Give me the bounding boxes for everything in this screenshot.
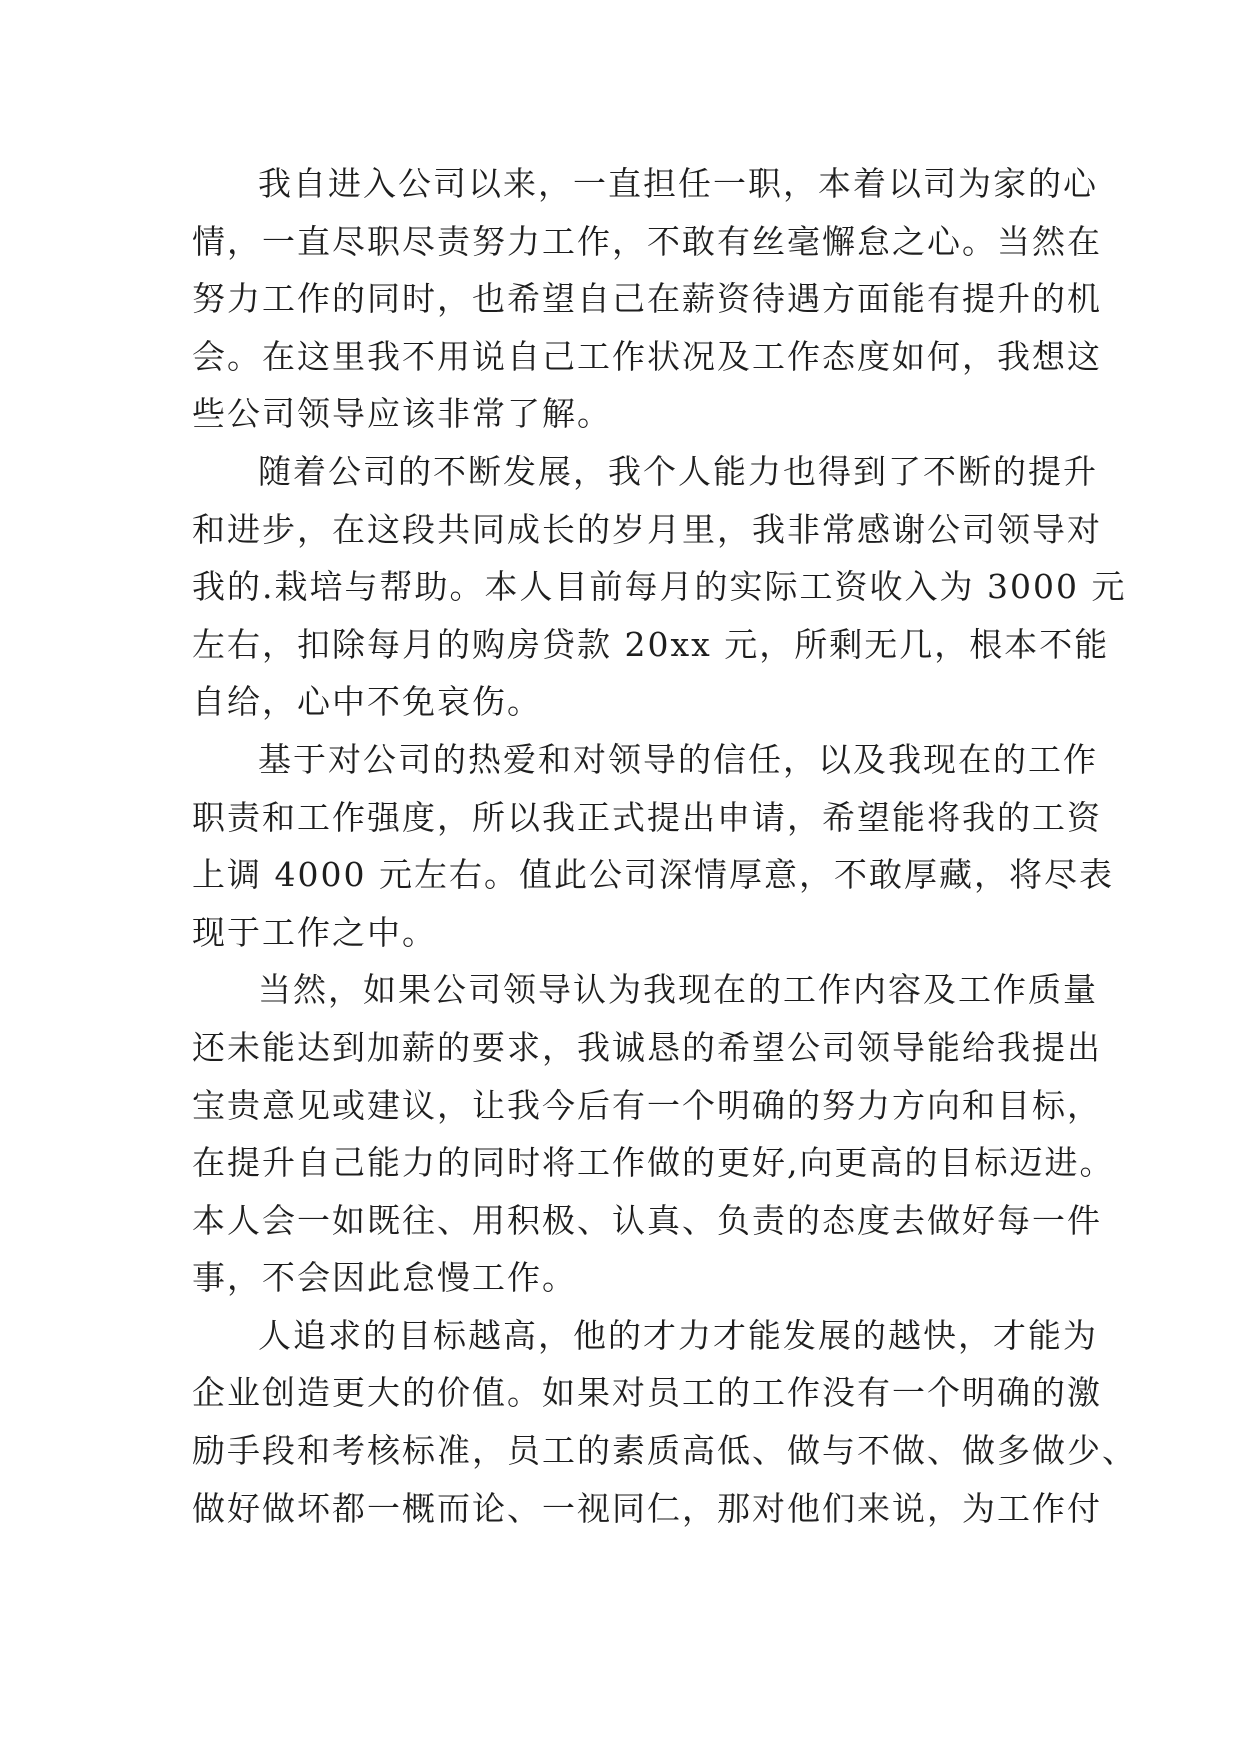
paragraph-1 bbox=[192, 155, 1102, 443]
text-line: 和进步，在这段共同成长的岁月里，我非常感谢公司领导对 bbox=[192, 509, 1102, 549]
paragraph-2 bbox=[192, 443, 1127, 731]
text-line: 基于对公司的热爱和对领导的信任，以及我现在的工作 bbox=[258, 739, 1098, 779]
text-line: 会。在这里我不用说自己工作状况及工作态度如何，我想这 bbox=[192, 336, 1102, 376]
text-line: 上调 4000 元左右。值此公司深情厚意，不敢厚藏，将尽表 bbox=[192, 855, 1114, 895]
paragraph-4 bbox=[192, 961, 1115, 1307]
text-line: 做好做坏都一概而论、一视同仁，那对他们来说，为工作付 bbox=[192, 1488, 1102, 1528]
text-line: 努力工作的同时，也希望自己在薪资待遇方面能有提升的机 bbox=[192, 279, 1102, 319]
text-line: 当然，如果公司领导认为我现在的工作内容及工作质量 bbox=[258, 970, 1098, 1010]
text-line: 宝贵意见或建议，让我今后有一个明确的努力方向和目标， bbox=[192, 1085, 1102, 1125]
text-line: 左右，扣除每月的购房贷款 20xx 元，所剩无几，根本不能 bbox=[192, 624, 1110, 664]
paragraph-3 bbox=[192, 731, 1114, 961]
text-line: 些公司领导应该非常了解。 bbox=[192, 394, 612, 434]
document-body bbox=[192, 155, 1137, 1537]
text-line: 还未能达到加薪的要求，我诚恳的希望公司领导能给我提出 bbox=[192, 1027, 1102, 1067]
text-line: 励手段和考核标准，员工的素质高低、做与不做、做多做少、 bbox=[192, 1431, 1137, 1471]
text-line: 职责和工作强度，所以我正式提出申请，希望能将我的工资 bbox=[192, 797, 1102, 837]
text-line: 我的.栽培与帮助。本人目前每月的实际工资收入为 3000 元 bbox=[192, 567, 1127, 607]
paragraph-5 bbox=[192, 1307, 1137, 1537]
text-line: 人追求的目标越高，他的才力才能发展的越快，才能为 bbox=[258, 1315, 1098, 1355]
text-line: 我自进入公司以来，一直担任一职，本着以司为家的心 bbox=[258, 164, 1098, 203]
text-line: 企业创造更大的价值。如果对员工的工作没有一个明确的激 bbox=[192, 1373, 1102, 1413]
text-line: 事，不会因此怠慢工作。 bbox=[192, 1258, 577, 1298]
text-line: 情，一直尽职尽责努力工作，不敢有丝毫懈怠之心。当然在 bbox=[192, 221, 1102, 261]
text-line: 在提升自己能力的同时将工作做的更好,向更高的目标迈进。 bbox=[192, 1143, 1115, 1183]
text-line: 随着公司的不断发展，我个人能力也得到了不断的提升 bbox=[258, 451, 1098, 491]
text-line: 自给，心中不免哀伤。 bbox=[192, 682, 542, 722]
text-line: 本人会一如既往、用积极、认真、负责的态度去做好每一件 bbox=[192, 1200, 1102, 1240]
text-line: 现于工作之中。 bbox=[192, 912, 437, 952]
